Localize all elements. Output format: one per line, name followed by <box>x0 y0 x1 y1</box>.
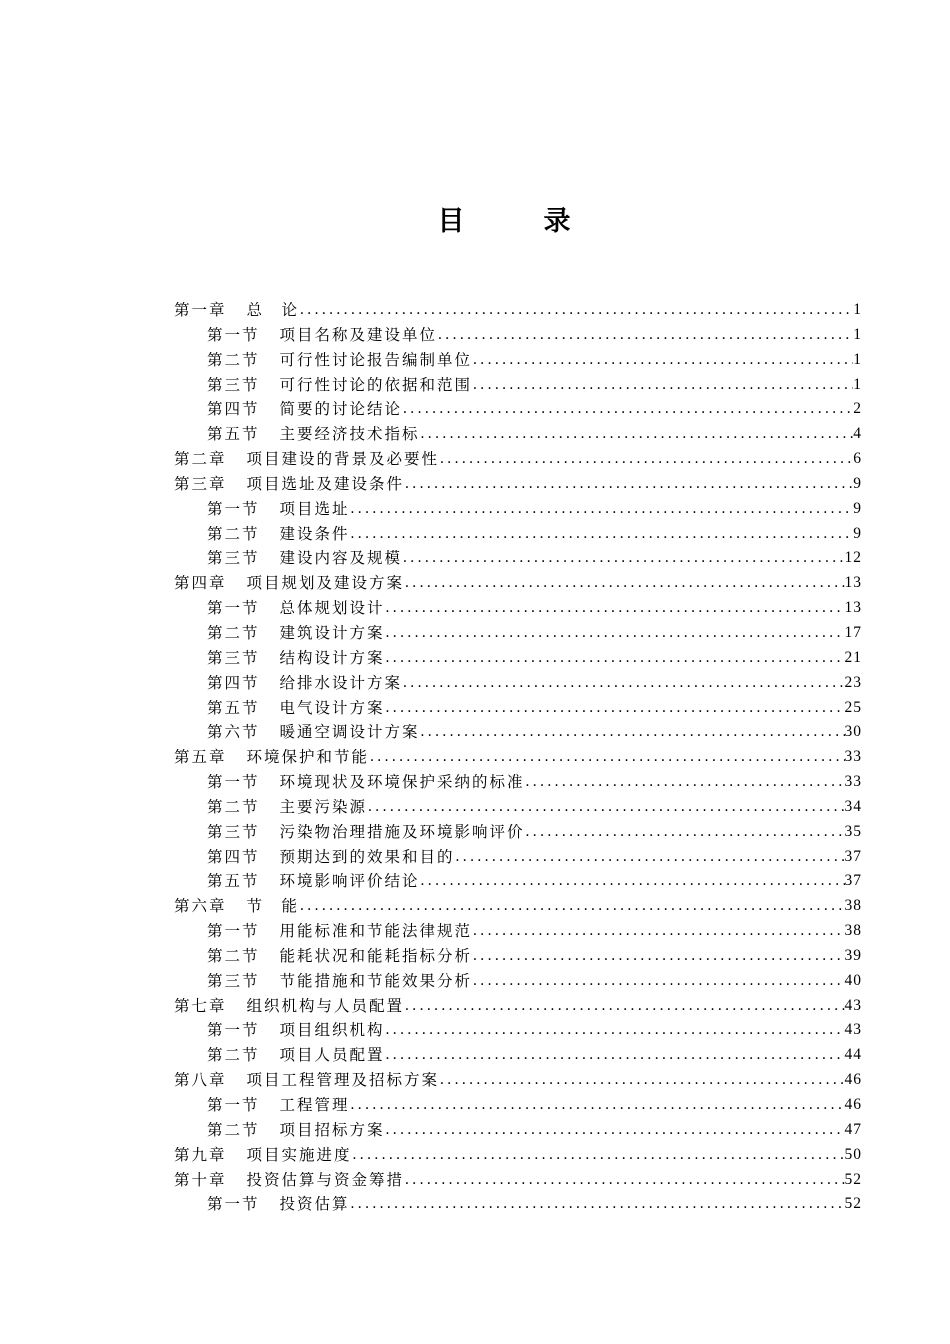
toc-entry-title: 主要经济技术指标 <box>279 425 420 444</box>
toc-entry-number: 第三节 <box>207 822 260 841</box>
toc-entry-title: 项目人员配置 <box>279 1046 385 1065</box>
toc-entry-page: 38 <box>844 922 862 940</box>
toc-section-entry[interactable] <box>174 1118 862 1143</box>
toc-entry-page: 21 <box>844 648 862 666</box>
toc-section-entry[interactable] <box>174 969 862 994</box>
toc-entry-title: 节能措施和节能效果分析 <box>279 971 473 990</box>
toc-entry-number: 第五章 <box>174 748 227 767</box>
toc-entry-title: 暖通空调设计方案 <box>279 723 420 742</box>
toc-entry-page: 40 <box>844 971 862 989</box>
toc-entry-number: 第二节 <box>207 623 260 642</box>
toc-dot-leader <box>456 845 845 870</box>
toc-entry-number: 第十章 <box>174 1170 227 1189</box>
toc-entry-number: 第六节 <box>207 723 260 742</box>
toc-section-entry[interactable] <box>174 770 862 795</box>
toc-entry-title: 项目组织机构 <box>279 1021 385 1040</box>
toc-chapter-entry[interactable] <box>174 894 862 919</box>
toc-entry-title: 建设条件 <box>279 524 350 543</box>
toc-entry-number: 第四节 <box>207 847 260 866</box>
toc-entry-page: 30 <box>844 723 862 741</box>
toc-entry-number: 第一章 <box>174 301 227 319</box>
toc-chapter-entry[interactable] <box>174 447 862 472</box>
toc-section-entry[interactable] <box>174 646 862 671</box>
toc-entry-title: 用能标准和节能法律规范 <box>279 922 473 941</box>
toc-dot-leader <box>353 1143 845 1168</box>
toc-entry-number: 第二节 <box>207 524 260 543</box>
toc-entry-page: 17 <box>844 623 862 641</box>
toc-entry-title: 投资估算与资金筹措 <box>246 1170 405 1189</box>
toc-entry-number: 第一节 <box>207 1195 260 1214</box>
toc-dot-leader <box>440 1068 844 1093</box>
toc-entry-page: 46 <box>844 1096 862 1113</box>
toc-dot-leader <box>421 720 845 745</box>
toc-dot-leader <box>403 397 853 422</box>
toc-dot-leader <box>421 422 854 447</box>
toc-section-entry[interactable] <box>174 546 862 571</box>
toc-entry-number: 第一节 <box>207 922 260 941</box>
toc-entry-number: 第二节 <box>207 1120 260 1139</box>
toc-entry-title: 总体规划设计 <box>279 599 385 618</box>
toc-section-entry[interactable] <box>174 720 862 745</box>
toc-entry-number: 第三章 <box>174 474 227 493</box>
toc-dot-leader <box>405 994 844 1019</box>
toc-entry-page: 9 <box>853 524 862 542</box>
toc-entry-title: 可行性讨论报告编制单位 <box>279 350 473 369</box>
toc-section-entry[interactable] <box>174 522 862 547</box>
toc-entry-title: 项目选址 <box>279 499 350 518</box>
toc-entry-page: 33 <box>844 773 862 791</box>
toc-section-entry[interactable] <box>174 596 862 621</box>
toc-chapter-entry[interactable] <box>174 472 862 497</box>
toc-entry-title: 项目工程管理及招标方案 <box>246 1071 440 1090</box>
toc-dot-leader <box>351 522 854 547</box>
toc-entry-number: 第三节 <box>207 375 260 394</box>
toc-dot-leader <box>473 348 853 373</box>
toc-dot-leader <box>351 1192 845 1217</box>
toc-dot-leader <box>403 546 844 571</box>
toc-section-entry[interactable] <box>174 820 862 845</box>
toc-section-entry[interactable] <box>174 795 862 820</box>
toc-entry-page: 46 <box>844 1071 862 1089</box>
toc-entry-title: 预期达到的效果和目的 <box>279 847 455 866</box>
toc-entry-page: 37 <box>844 872 862 890</box>
toc-entry-page: 38 <box>844 897 862 915</box>
toc-entry-page: 12 <box>844 549 862 567</box>
toc-entry-page: 13 <box>844 574 862 592</box>
toc-entry-number: 第五节 <box>207 425 260 444</box>
toc-entry-number: 第一节 <box>207 599 260 618</box>
toc-dot-leader <box>300 894 844 919</box>
toc-dot-leader <box>438 323 853 348</box>
toc-entry-number: 第五节 <box>207 698 260 717</box>
toc-entry-number: 第二节 <box>207 946 260 965</box>
toc-entry-number: 第一节 <box>207 773 260 792</box>
toc-section-entry[interactable] <box>174 397 862 422</box>
toc-entry-page: 43 <box>844 996 862 1014</box>
toc-entry-title: 组织机构与人员配置 <box>246 996 405 1015</box>
toc-dot-leader <box>386 596 845 621</box>
toc-entry-title: 可行性讨论的依据和范围 <box>279 375 473 394</box>
toc-dot-leader <box>351 497 854 522</box>
toc-entry-title: 环境现状及环境保护采纳的标准 <box>279 773 525 792</box>
toc-entry-number: 第三节 <box>207 549 260 568</box>
toc-entry-page: 1 <box>853 375 862 393</box>
toc-section-entry[interactable] <box>174 1018 862 1043</box>
toc-chapter-entry[interactable] <box>174 745 862 770</box>
toc-entry-title: 工程管理 <box>279 1096 350 1114</box>
toc-entry-title: 主要污染源 <box>279 797 368 816</box>
toc-entry-page: 52 <box>844 1195 862 1213</box>
toc-section-entry[interactable] <box>174 323 862 348</box>
toc-dot-leader <box>386 1043 845 1068</box>
toc-chapter-entry[interactable] <box>174 571 862 596</box>
toc-entry-page: 39 <box>844 946 862 964</box>
toc-section-entry[interactable] <box>174 944 862 969</box>
toc-section-entry[interactable] <box>174 919 862 944</box>
toc-section-entry[interactable] <box>174 869 862 894</box>
toc-entry-title: 能耗状况和能耗指标分析 <box>279 946 473 965</box>
toc-entry-number: 第三节 <box>207 971 260 990</box>
toc-entry-number: 第五节 <box>207 872 260 891</box>
toc-entry-title: 简要的讨论结论 <box>279 400 403 419</box>
toc-chapter-entry[interactable] <box>174 994 862 1019</box>
toc-entry-number: 第九章 <box>174 1145 227 1164</box>
toc-chapter-entry[interactable] <box>174 1168 862 1193</box>
toc-entry-page: 50 <box>844 1145 862 1163</box>
toc-entry-page: 4 <box>853 425 862 443</box>
toc-entry-page: 44 <box>844 1046 862 1064</box>
toc-dot-leader <box>368 795 844 820</box>
toc-entry-page: 9 <box>853 499 862 517</box>
toc-dot-leader <box>405 571 844 596</box>
toc-chapter-entry[interactable] <box>174 1143 862 1168</box>
toc-entry-page: 9 <box>853 474 862 492</box>
toc-dot-leader <box>300 298 853 323</box>
toc-entry-title: 投资估算 <box>279 1195 350 1214</box>
toc-entry-title: 环境影响评价结论 <box>279 872 420 891</box>
toc-entry-number: 第二节 <box>207 1046 260 1065</box>
toc-dot-leader <box>473 944 844 969</box>
table-of-contents <box>174 298 862 1217</box>
toc-dot-leader <box>440 447 853 472</box>
toc-entry-title: 污染物治理措施及环境影响评价 <box>279 822 525 841</box>
toc-section-entry[interactable] <box>174 671 862 696</box>
toc-entry-number: 第七章 <box>174 996 227 1015</box>
toc-entry-page: 43 <box>844 1021 862 1039</box>
toc-section-entry[interactable] <box>174 621 862 646</box>
toc-dot-leader <box>473 919 844 944</box>
toc-dot-leader <box>421 869 845 894</box>
toc-entry-title: 项目招标方案 <box>279 1120 385 1139</box>
toc-dot-leader <box>370 745 844 770</box>
toc-section-entry[interactable] <box>174 696 862 721</box>
toc-entry-title: 项目建设的背景及必要性 <box>246 450 440 469</box>
toc-entry-page: 23 <box>844 673 862 691</box>
toc-entry-page: 35 <box>844 822 862 840</box>
toc-entry-number: 第二节 <box>207 797 260 816</box>
toc-section-entry[interactable] <box>174 1192 862 1217</box>
toc-section-entry[interactable] <box>174 1093 862 1118</box>
toc-entry-page: 47 <box>844 1120 862 1138</box>
toc-entry-number: 第一节 <box>207 1021 260 1040</box>
toc-entry-page: 1 <box>853 325 862 343</box>
toc-entry-page: 37 <box>844 847 862 865</box>
toc-entry-title: 项目实施进度 <box>246 1145 352 1164</box>
toc-entry-title: 建设内容及规模 <box>279 549 403 568</box>
toc-entry-title: 给排水设计方案 <box>279 673 403 692</box>
toc-section-entry[interactable] <box>174 845 862 870</box>
toc-entry-title: 节 能 <box>246 897 300 916</box>
toc-section-entry[interactable] <box>174 373 862 398</box>
toc-entry-number: 第四章 <box>174 574 227 593</box>
toc-section-entry[interactable] <box>174 1043 862 1068</box>
toc-dot-leader <box>386 696 845 721</box>
toc-entry-title: 项目规划及建设方案 <box>246 574 405 593</box>
toc-entry-page: 2 <box>853 400 862 418</box>
toc-dot-leader <box>473 969 844 994</box>
page-title: 目 录 <box>437 206 597 237</box>
toc-entry-page: 1 <box>853 301 862 318</box>
toc-entry-page: 34 <box>844 797 862 815</box>
toc-dot-leader <box>526 770 845 795</box>
toc-entry-page: 1 <box>853 350 862 368</box>
toc-entry-title: 电气设计方案 <box>279 698 385 717</box>
toc-dot-leader <box>351 1093 845 1118</box>
toc-entry-number: 第四节 <box>207 673 260 692</box>
toc-entry-number: 第二章 <box>174 450 227 469</box>
toc-entry-number: 第一节 <box>207 499 260 518</box>
toc-entry-number: 第二节 <box>207 350 260 369</box>
toc-entry-page: 13 <box>844 599 862 617</box>
toc-dot-leader <box>386 1118 845 1143</box>
toc-entry-number: 第一节 <box>207 325 260 344</box>
toc-entry-title: 总 论 <box>246 301 300 319</box>
toc-entry-title: 建筑设计方案 <box>279 623 385 642</box>
toc-dot-leader <box>386 1018 845 1043</box>
toc-entry-title: 环境保护和节能 <box>246 748 370 767</box>
toc-section-entry[interactable] <box>174 348 862 373</box>
toc-entry-page: 33 <box>844 748 862 766</box>
toc-dot-leader <box>386 646 845 671</box>
toc-entry-page: 25 <box>844 698 862 716</box>
toc-dot-leader <box>405 472 853 497</box>
toc-chapter-entry[interactable] <box>174 298 862 323</box>
toc-entry-title: 结构设计方案 <box>279 648 385 667</box>
toc-dot-leader <box>473 373 853 398</box>
toc-dot-leader <box>526 820 845 845</box>
toc-section-entry[interactable] <box>174 497 862 522</box>
toc-dot-leader <box>386 621 845 646</box>
toc-dot-leader <box>405 1168 844 1193</box>
toc-entry-title: 项目名称及建设单位 <box>279 325 438 344</box>
toc-entry-page: 52 <box>844 1170 862 1188</box>
toc-entry-number: 第三节 <box>207 648 260 667</box>
toc-entry-title: 项目选址及建设条件 <box>246 474 405 493</box>
toc-section-entry[interactable] <box>174 422 862 447</box>
toc-entry-page: 6 <box>853 450 862 468</box>
toc-entry-number: 第一节 <box>207 1096 260 1114</box>
toc-entry-number: 第四节 <box>207 400 260 419</box>
toc-entry-number: 第八章 <box>174 1071 227 1090</box>
toc-entry-number: 第六章 <box>174 897 227 916</box>
toc-dot-leader <box>403 671 844 696</box>
toc-chapter-entry[interactable] <box>174 1068 862 1093</box>
